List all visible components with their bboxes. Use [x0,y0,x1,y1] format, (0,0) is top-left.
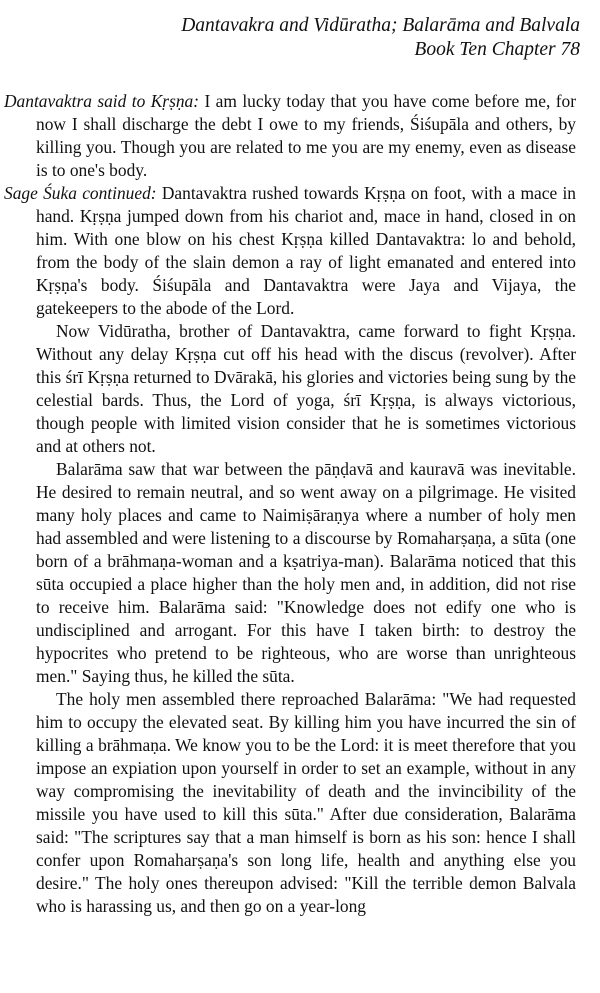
running-header [181,14,580,62]
header-chapter-title: Dantavakra and Vidūratha; Balarāma and Balvala [181,15,580,36]
paragraph-suka-narration [4,182,576,320]
paragraph-text: I am lucky today that you have come before me, for now I shall discharge the debt I owe to my friends, Śiśupāla and others, by killing you. Though you are related to me you are my enemy, even as disease is to one's body. [36,91,576,180]
header-book-chapter: Book Ten Chapter 78 [414,39,580,60]
paragraph-dantavaktra-speech [4,90,576,182]
speaker-label: Dantavaktra said to Kṛṣṇa: [4,91,200,111]
body-text [4,90,576,918]
paragraph-text: Dantavaktra rushed towards Kṛṣṇa on foot, with a mace in hand. Kṛṣṇa jumped down from his chariot and, mace in hand, closed in on him. With one blow on his chest Kṛṣṇa killed Dantavaktra: lo and behold, from the body of the slain demon a ray of light emanated and entered into Kṛṣṇa's body. Śiśupāla and Dantavaktra were Jaya and Vijaya, the gatekeepers to the abode of the Lord. [36,183,576,318]
paragraph-holy-men [4,688,576,918]
speaker-label: Sage Śuka continued: [4,183,157,203]
paragraph-text: Now Vidūratha, brother of Dantavaktra, came forward to fight Kṛṣṇa. Without any delay Kṛṣṇa cut off his head with the discus (revolver). After this śrī Kṛṣṇa returned to Dvārakā, his glories and victories being sung by the celestial bards. Thus, the Lord of yoga, śrī Kṛṣṇa, is always victorious, though people with limited vision consider that he is sometimes victorious and at others not. [36,321,576,456]
paragraph-text: Balarāma saw that war between the pāṇḍavā and kauravā was inevitable. He desired to remain neutral, and so went away on a pilgrimage. He visited many holy places and came to Naimiṣāraṇya where a number of holy men had assembled and were listening to a discourse by Romaharṣaṇa, a sūta (one born of a brāhmaṇa-woman and a kṣatriya-man). Balarāma noticed that this sūta occupied a place higher than the holy men and, in addition, did not rise to receive him. Balarāma said: "Knowledge does not edify one who is undisciplined and arrogant. For this have I taken birth: to destroy the hypocrites who pretend to be righteous, who are worse than unrighteous men." Saying thus, he killed the sūta. [36,459,576,686]
paragraph-balarama-pilgrimage [4,458,576,688]
paragraph-viduratha [4,320,576,458]
paragraph-text: The holy men assembled there reproached Balarāma: "We had requested him to occupy the elevated seat. By killing him you have incurred the sin of killing a brāhmaṇa. We know you to be the Lord: it is meet therefore that you impose an expiation upon yourself in order to set an example, without in any way compromising the inevitability of death and the invincibility of the missile you have used to kill this sūta." After due consideration, Balarāma said: "The scriptures say that a man himself is born as his son: hence I shall confer upon Romaharṣaṇa's son long life, health and anything else you desire." The holy ones thereupon advised: "Kill the terrible demon Balvala who is harassing us, and then go on a year-long [36,689,576,916]
